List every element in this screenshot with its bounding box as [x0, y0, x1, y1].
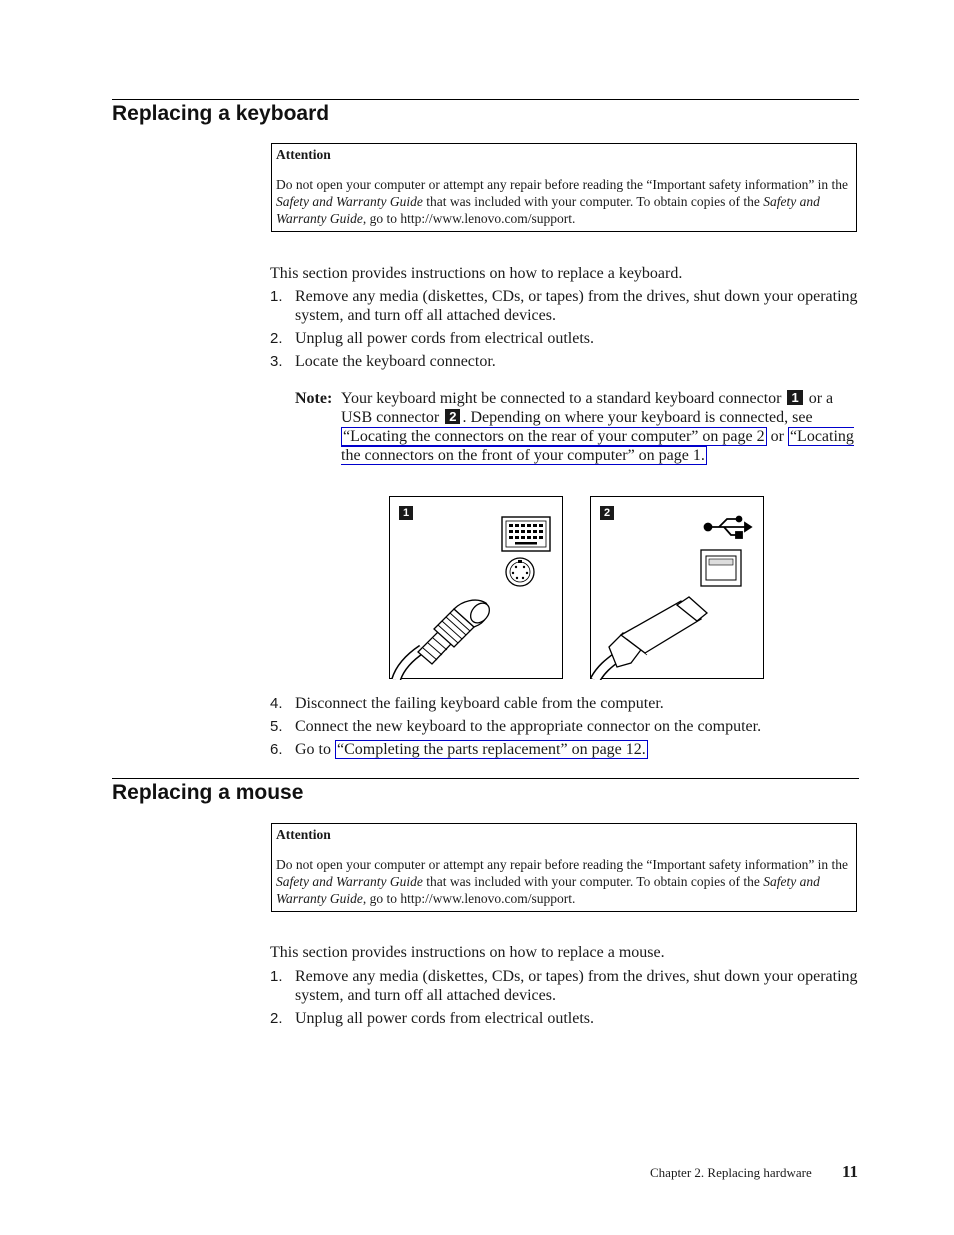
figure-callout-badge: 1 [399, 506, 413, 520]
section-intro: This section provides instructions on how to replace a mouse. [270, 944, 665, 961]
attention-box [271, 143, 857, 232]
steps-list [270, 694, 860, 763]
note-body: Your keyboard might be connected to a standard keyboard connector 1 or a USB connector 2 . Depending on where your keyboard is connected, see “Locating the connectors on the rear of your computer” on page 2 or “Locating the connectors on the front of your computer” on page 1. [341, 390, 854, 464]
page-number: 11 [842, 1162, 859, 1181]
steps-list [270, 967, 860, 1032]
attention-title: Attention [276, 147, 331, 162]
link-completing-parts-replacement[interactable]: “Completing the parts replacement” on page 12. [337, 741, 646, 758]
usb-plug-icon [595, 597, 707, 680]
link-rear-connectors[interactable]: “Locating the connectors on the rear of your computer” on page 2 [343, 428, 765, 445]
list-item: 4. Disconnect the failing keyboard cable from the computer. [270, 695, 664, 712]
list-item: 1. Remove any media (diskettes, CDs, or tapes) from the drives, shut down your operating system, and turn off all attached devices. [270, 968, 858, 1004]
list-item: 2. Unplug all power cords from electrical outlets. [270, 330, 595, 347]
link-front-connectors[interactable]: “Locating the connectors on the front of your computer” on page 1. [341, 428, 854, 464]
callout-badge: 2 [445, 409, 460, 424]
callout-badge: 1 [787, 390, 802, 405]
usb-port-icon [701, 550, 741, 586]
attention-title: Attention [276, 827, 331, 842]
list-item: 6. Go to “Completing the parts replacement” on page 12. [270, 741, 646, 758]
list-item: 2. Unplug all power cords from electrical outlets. [270, 1010, 595, 1027]
attention-box [271, 823, 857, 912]
section-rule [112, 778, 859, 779]
ps2-port-icon [506, 558, 534, 586]
usb-connector-illustration [591, 497, 765, 680]
note-label: Note: [295, 390, 333, 407]
steps-list [270, 287, 860, 375]
usb-symbol-icon [705, 517, 752, 539]
attention-text: Do not open your computer or attempt any repair before reading the “Important safety information” in the Safety and Warranty Guide that was included with your computer. To obtain copies of the Safety and Warranty Guide, go to http://www.lenovo.com/support. [276, 857, 849, 906]
keyboard-icon [502, 517, 550, 551]
section-heading-keyboard: Replacing a keyboard [112, 102, 330, 125]
section-intro: This section provides instructions on how to replace a keyboard. [270, 265, 683, 282]
section-rule [112, 99, 859, 100]
list-item: 5. Connect the new keyboard to the appropriate connector on the computer. [270, 718, 762, 735]
list-item: 1. Remove any media (diskettes, CDs, or tapes) from the drives, shut down your operating system, and turn off all attached devices. [270, 288, 858, 324]
ps2-connector-illustration [390, 497, 564, 680]
ps2-plug-icon [396, 599, 493, 680]
usb-connector-figure [590, 496, 764, 679]
list-item: 3. Locate the keyboard connector. [270, 353, 496, 370]
keyboard-connector-figure [389, 496, 563, 679]
attention-text: Do not open your computer or attempt any repair before reading the “Important safety information” in the Safety and Warranty Guide that was included with your computer. To obtain copies of the Safety and Warranty Guide, go to http://www.lenovo.com/support. [276, 177, 849, 226]
note-block [295, 389, 860, 465]
footer-chapter-title: Chapter 2. Replacing hardware [650, 1165, 812, 1180]
section-heading-mouse: Replacing a mouse [112, 781, 304, 804]
figure-callout-badge: 2 [600, 506, 614, 520]
